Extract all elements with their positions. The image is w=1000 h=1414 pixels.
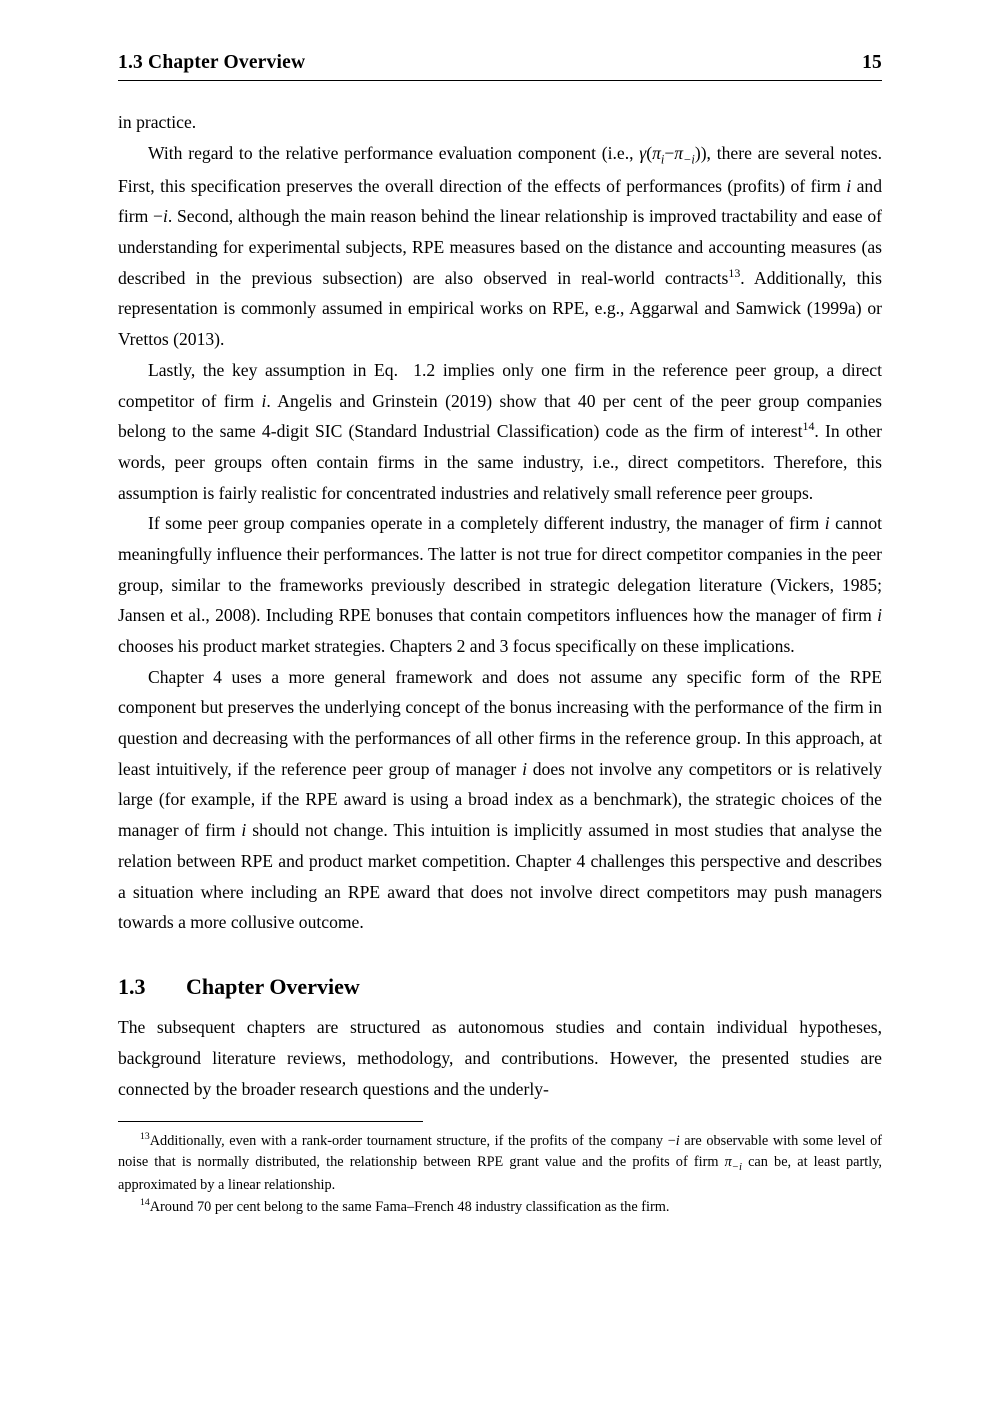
page-content: [118, 52, 882, 1220]
paragraph-chapter-overview: [118, 1012, 882, 1104]
page-header: [118, 52, 882, 74]
header-divider: [118, 80, 882, 81]
header-page-number: 15: [862, 52, 882, 73]
paragraph-rpe-component: With regard to the relative performance evaluation component (i.e., $\gamma(\pi_i-\pi_{-i})$), there are several notes. First, this specification preserves the overall direction of the effects of performances (profits) of firm i and firm −i. Second, although the main reason behind the linear relationship is improved tractability and ease of understanding for experimental subjects, RPE measures based on the distance and accounting measures (as described in the previous subsection) are also observed in real-world contracts$^{13}$. Additionally, this representation is commonly assumed in empirical works on RPE, e.g., Aggarwal and Samwick (1999a) or Vrettos (2013).: [118, 142, 883, 350]
paragraph-text: The subsequent chapters are structured as autonomous studies and contain individual hypotheses, background literature reviews, methodology, and contributions. However, the presented studies are connected by the broader research questions and the underly-: [118, 1017, 882, 1099]
footnote-text: Around 70 per cent belong to the same Fama–French 48 industry classification as the firm.: [149, 1199, 670, 1216]
header-title: 1.3 Chapter Overview: [118, 52, 306, 73]
footnote-14: [118, 1197, 882, 1217]
paragraph-peer-group-assumption: Lastly, the key assumption in Eq. 1.2 implies only one firm in the reference peer group, a direct competitor of firm i. Angelis and Grinstein (2019) show that 40 per cent of the peer group companies belong to the same 4-digit SIC (Standard Industrial Classification) code as the firm of interest$^{14}$. In other words, peer groups often contain firms in the same industry, i.e., direct competitors. Therefore, this assumption is fairly realistic for concentrated industries and relatively small reference peer groups.: [118, 359, 883, 503]
footnote-text: Additionally, even with a rank-order tournament structure, if the profits of the company −i are observable with some level of noise that is normally distributed, the relationship between RPE grant value and the profits of firm $\pi_{-i}$ can be, at least partly, approximated by a linear relationship.: [118, 1133, 883, 1193]
footnote-divider: [118, 1121, 423, 1122]
footnote-marker: 13: [140, 1131, 150, 1143]
footnote-13: [118, 1131, 882, 1195]
paragraph-continuation: [118, 107, 882, 138]
section-number: 1.3: [118, 973, 146, 999]
footnotes: [118, 1131, 882, 1217]
section-heading: [118, 968, 882, 1006]
body-text: [118, 107, 882, 1104]
section-title: Chapter Overview: [186, 973, 360, 999]
paragraph-text: in practice.: [118, 112, 197, 132]
paragraph-different-industry: If some peer group companies operate in a completely different industry, the manager of firm i cannot meaningfully influence their performances. The latter is not true for direct competitor companies in the peer group, similar to the frameworks previously described in strategic delegation literature (Vickers, 1985; Jansen et al., 2008). Including RPE bonuses that contain competitors influences how the manager of firm i chooses his product market strategies. Chapters 2 and 3 focus specifically on these implications.: [118, 513, 883, 656]
footnote-marker: 14: [140, 1197, 150, 1209]
paragraph-chapter-four: Chapter 4 uses a more general framework and does not assume any specific form of the RPE component but preserves the underlying concept of the bonus increasing with the performance of the firm in question and decreasing with the performances of all other firms in the reference group. In this approach, at least intuitively, if the reference peer group of manager i does not involve any competitors or is relatively large (for example, if the RPE award is using a broad index as a benchmark), the strategic choices of the manager of firm i should not change. This intuition is implicitly assumed in most studies that analyse the relation between RPE and product market competition. Chapter 4 challenges this perspective and describes a situation where including an RPE award that does not involve direct competitors may push managers towards a more collusive outcome.: [118, 666, 882, 933]
